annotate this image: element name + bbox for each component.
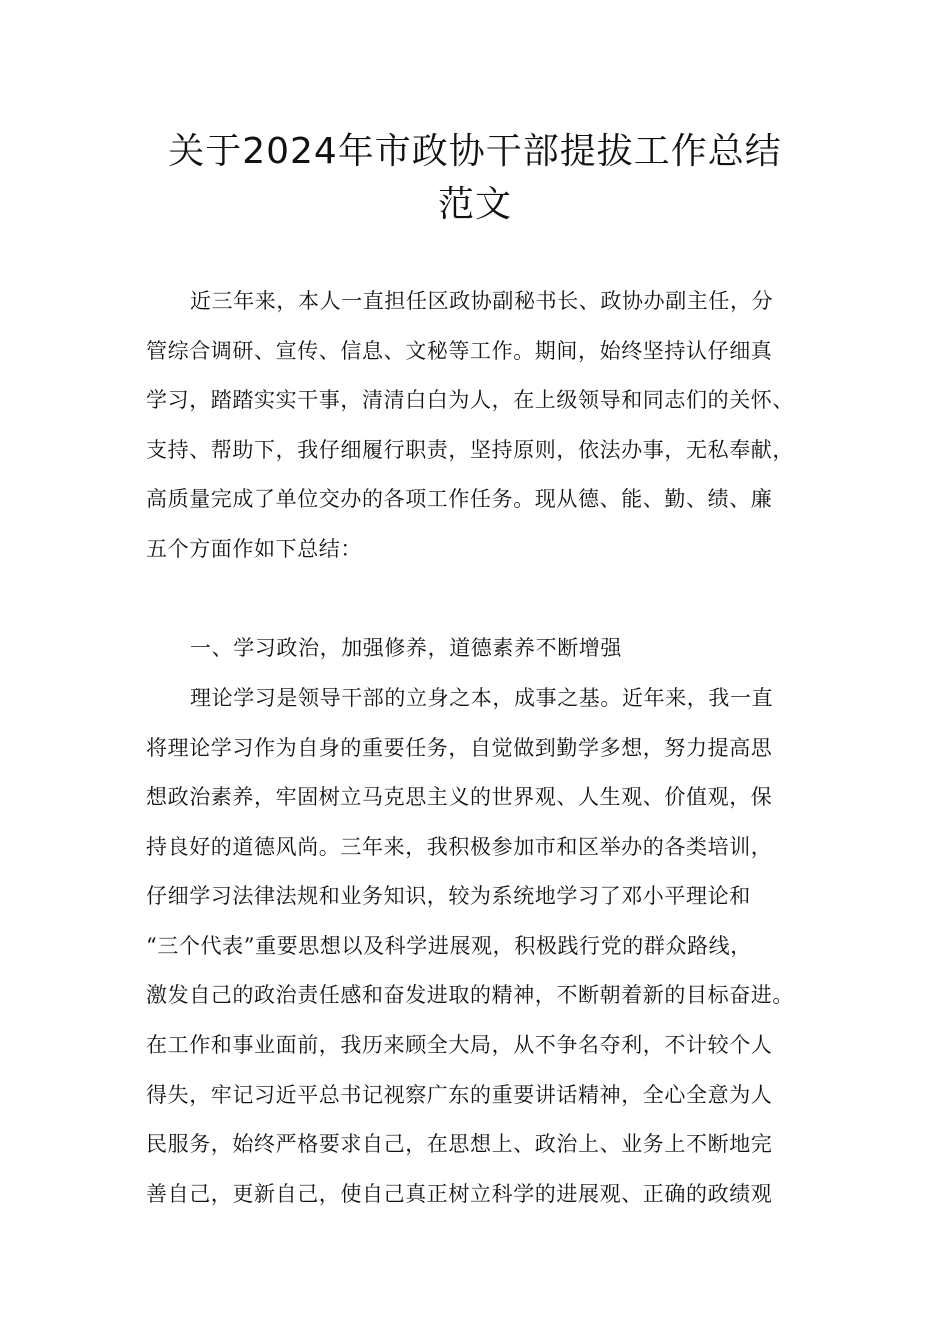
section-paragraph-line: 持良好的道德风尚。三年来，我积极参加市和区举办的各类培训， bbox=[146, 835, 773, 859]
document-title-line-1: 关于2024年市政协干部提拔工作总结 bbox=[168, 131, 782, 172]
intro-paragraph-line: 近三年来，本人一直担任区政协副秘书长、政协办副主任，分 bbox=[190, 289, 774, 313]
section-heading: 一、学习政治，加强修养，道德素养不断增强 bbox=[190, 636, 622, 660]
section-paragraph-line: “三个代表”重要思想以及科学进展观，积极践行党的群众路线， bbox=[146, 934, 752, 958]
section-paragraph-line: 善自己，更新自己，使自己真正树立科学的进展观、正确的政绩观 bbox=[146, 1182, 773, 1206]
intro-paragraph-line: 高质量完成了单位交办的各项工作任务。现从德、能、勤、绩、廉 bbox=[146, 487, 773, 511]
document-title-line-2: 范文 bbox=[437, 184, 512, 225]
section-paragraph-line: 理论学习是领导干部的立身之本，成事之基。近年来，我一直 bbox=[190, 686, 774, 710]
section-paragraph-line: 得失，牢记习近平总书记视察广东的重要讲话精神，全心全意为人 bbox=[146, 1083, 773, 1107]
intro-paragraph-line: 学习，踏踏实实干事，清清白白为人，在上级领导和同志们的关怀、 bbox=[146, 388, 794, 412]
intro-paragraph-line: 管综合调研、宣传、信息、文秘等工作。期间，始终坚持认仔细真 bbox=[146, 339, 773, 363]
section-paragraph-line: 将理论学习作为自身的重要任务，自觉做到勤学多想，努力提高思 bbox=[146, 736, 773, 760]
intro-paragraph-line: 支持、帮助下，我仔细履行职责，坚持原则，依法办事，无私奉献， bbox=[146, 438, 794, 462]
section-paragraph-line: 在工作和事业面前，我历来顾全大局，从不争名夺利，不计较个人 bbox=[146, 1033, 773, 1057]
section-paragraph-line: 民服务，始终严格要求自己，在思想上、政治上、业务上不断地完 bbox=[146, 1132, 773, 1156]
section-paragraph-line: 激发自己的政治责任感和奋发进取的精神，不断朝着新的目标奋进。 bbox=[146, 983, 794, 1007]
section-paragraph-line: 想政治素养，牢固树立马克思主义的世界观、人生观、价值观，保 bbox=[146, 785, 773, 809]
section-paragraph-line: 仔细学习法律法规和业务知识，较为系统地学习了邓小平理论和 bbox=[146, 884, 751, 908]
intro-paragraph-line: 五个方面作如下总结： bbox=[146, 537, 362, 561]
